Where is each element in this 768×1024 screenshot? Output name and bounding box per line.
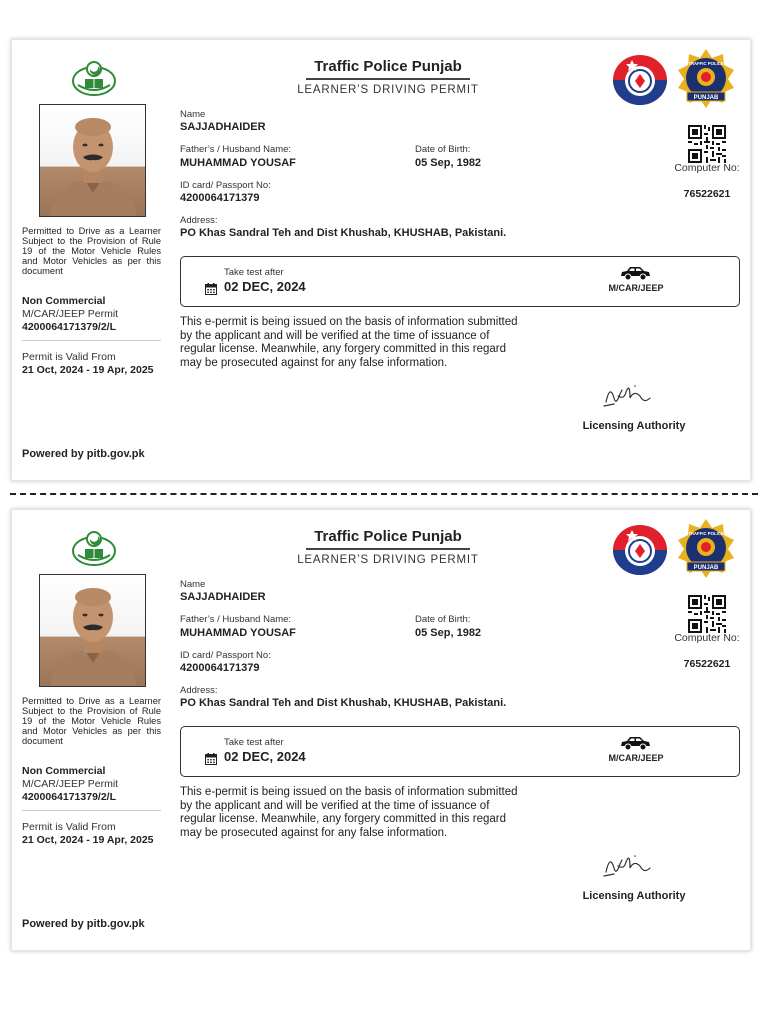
test-date-label: Take test after (224, 267, 284, 278)
dob-label: Date of Birth: (415, 144, 471, 155)
name-label: Name (180, 579, 206, 590)
permit-title: Traffic Police Punjab (306, 58, 470, 80)
badge-ring-text: TRAFFIC POLICE (688, 61, 724, 66)
license-class-code: 4200064171379/2/L (22, 791, 117, 803)
father-name-label: Father’s / Husband Name: (180, 614, 292, 625)
qr-code-icon (688, 595, 726, 633)
test-date-value: 02 DEC, 2024 (224, 279, 306, 294)
calendar-icon (205, 283, 217, 295)
punjab-police-emblem-icon (612, 524, 668, 576)
permit-card (11, 39, 751, 481)
disclaimer-text: This e-permit is being issued on the basis of information submitted by the applicant and will be verified at the time of issuance of regular license. Meanwhile, any forgery committed in this regard may be prosecuted against for any false information. (180, 316, 518, 369)
validity-label: Permit is Valid From (22, 351, 116, 363)
punjab-government-emblem-icon (70, 527, 118, 567)
powered-by: Powered by pitb.gov.pk (22, 448, 145, 460)
address-label: Address: (180, 685, 218, 696)
powered-by: Powered by pitb.gov.pk (22, 918, 145, 930)
permit-subtitle: LEARNER’S DRIVING PERMIT (297, 554, 479, 566)
id-value: 4200064171379 (180, 662, 260, 674)
badge-ring-text: TRAFFIC POLICE (688, 531, 724, 536)
permit-subtitle: LEARNER’S DRIVING PERMIT (297, 84, 479, 96)
holder-photo (39, 574, 146, 687)
computer-no-value: 76522621 (683, 188, 731, 200)
name-value: SAJJADHAIDER (180, 121, 266, 133)
badge-banner-text: PUNJAB (693, 95, 719, 101)
dob-label: Date of Birth: (415, 614, 471, 625)
cut-line (10, 493, 758, 495)
left-divider (22, 810, 161, 811)
licensing-authority: Licensing Authority (582, 890, 686, 902)
computer-no-value: 76522621 (683, 658, 731, 670)
address-label: Address: (180, 215, 218, 226)
test-date-box (180, 256, 740, 307)
father-name-label: Father’s / Husband Name: (180, 144, 292, 155)
license-class-code: 4200064171379/2/L (22, 321, 117, 333)
license-class-title: Non Commercial (22, 765, 106, 777)
permitted-text: Permitted to Drive as a Learner Subject to the Provision of Rule 19 of the Motor Vehicle Rules and Motor Vehicles as per this document (22, 696, 161, 746)
permitted-text: Permitted to Drive as a Learner Subject to the Provision of Rule 19 of the Motor Vehicle Rules and Motor Vehicles as per this document (22, 226, 161, 276)
punjab-government-emblem-icon (70, 57, 118, 97)
validity-range: 21 Oct, 2024 - 19 Apr, 2025 (22, 364, 154, 376)
validity-range: 21 Oct, 2024 - 19 Apr, 2025 (22, 834, 154, 846)
licensing-authority: Licensing Authority (582, 420, 686, 432)
permit-title: Traffic Police Punjab (306, 528, 470, 550)
traffic-police-badge-icon (676, 48, 736, 110)
car-icon (619, 735, 651, 751)
left-divider (22, 340, 161, 341)
license-class-permit: M/CAR/JEEP Permit (22, 778, 119, 790)
badge-banner-text: PUNJAB (693, 565, 719, 571)
computer-no-label: Computer No: (674, 632, 740, 644)
license-class-permit: M/CAR/JEEP Permit (22, 308, 119, 320)
authority-signature (600, 376, 656, 412)
license-class-title: Non Commercial (22, 295, 106, 307)
dob-value: 05 Sep, 1982 (415, 627, 482, 639)
validity-label: Permit is Valid From (22, 821, 116, 833)
name-value: SAJJADHAIDER (180, 591, 266, 603)
computer-no-label: Computer No: (674, 162, 740, 174)
father-name-value: MUHAMMAD YOUSAF (180, 157, 296, 169)
father-name-value: MUHAMMAD YOUSAF (180, 627, 296, 639)
car-icon (619, 265, 651, 281)
test-date-value: 02 DEC, 2024 (224, 749, 306, 764)
name-label: Name (180, 109, 206, 120)
id-label: ID card/ Passport No: (180, 650, 271, 661)
vehicle-class: M/CAR/JEEP (608, 283, 664, 293)
address-value: PO Khas Sandral Teh and Dist Khushab, KHUSHAB, Pakistani. (180, 697, 507, 709)
disclaimer-text: This e-permit is being issued on the basis of information submitted by the applicant and will be verified at the time of issuance of regular license. Meanwhile, any forgery committed in this regard may be prosecuted against for any false information. (180, 786, 518, 839)
holder-photo (39, 104, 146, 217)
permit-card (11, 509, 751, 951)
authority-signature (600, 846, 656, 882)
dob-value: 05 Sep, 1982 (415, 157, 482, 169)
qr-code-icon (688, 125, 726, 163)
id-value: 4200064171379 (180, 192, 260, 204)
test-date-box (180, 726, 740, 777)
punjab-police-emblem-icon (612, 54, 668, 106)
id-label: ID card/ Passport No: (180, 180, 271, 191)
calendar-icon (205, 753, 217, 765)
test-date-label: Take test after (224, 737, 284, 748)
traffic-police-badge-icon (676, 518, 736, 580)
address-value: PO Khas Sandral Teh and Dist Khushab, KHUSHAB, Pakistani. (180, 227, 507, 239)
vehicle-class: M/CAR/JEEP (608, 753, 664, 763)
